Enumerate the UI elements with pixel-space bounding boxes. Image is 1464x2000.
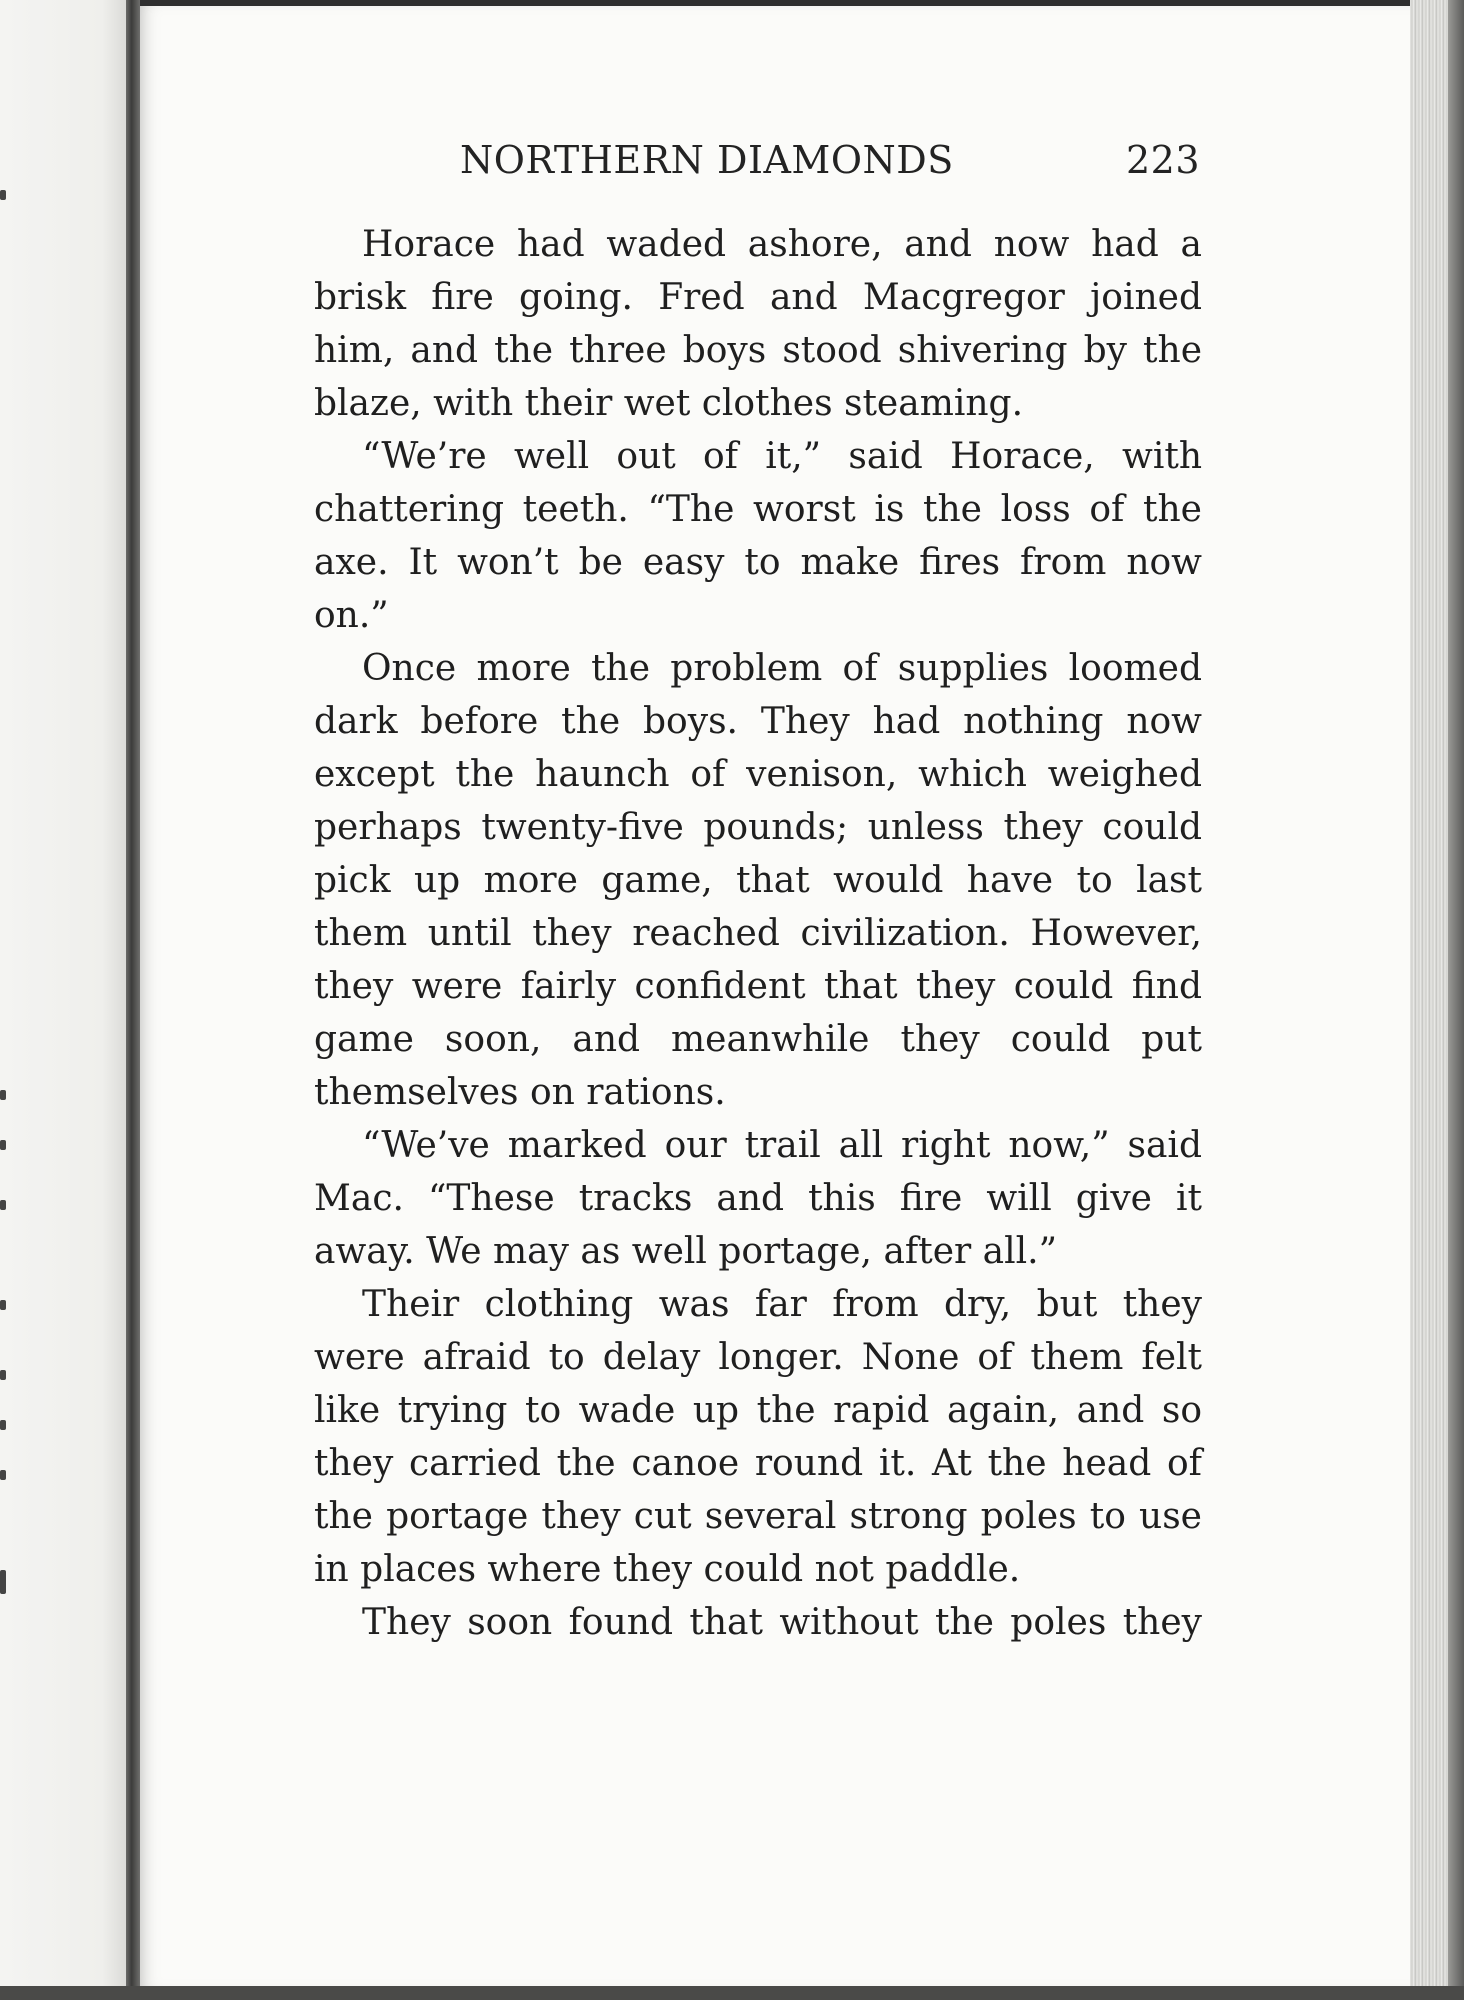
page-edges-shadow [1448, 0, 1464, 2000]
running-head-title: NORTHERN DIAMONDS [460, 138, 954, 182]
paragraph: “We’re well out of it,” said Horace, with chattering teeth. “The worst is the loss of the axe. It won’t be easy to make fires from now on.” [314, 436, 1202, 636]
paragraph: “We’ve marked our trail all right now,” said Mac. “These tracks and this fire will give it away. We may as well portage, after all.” [314, 1125, 1202, 1272]
paragraph-continued: They soon found that without the poles they [362, 1602, 1202, 1643]
paragraph: Horace had waded ashore, and now had a brisk fire going. Fred and Macgregor joined him, and the three boys stood shivering by the blaze, with their wet clothes steaming. [314, 224, 1202, 424]
paragraph: Once more the problem of supplies loomed dark before the boys. They had nothing now except the haunch of venison, which weighed perhaps twenty-five pounds; unless they could pick up more game, that would have to last them until they reached civilization. However, they were fairly confident that they could find game soon, and meanwhile they could put themselves on rations. [314, 648, 1202, 1113]
book-gutter [126, 0, 140, 2000]
body-text [314, 218, 1202, 1649]
facing-page-text-fragments [0, 0, 10, 2000]
running-head [460, 138, 1200, 198]
bottom-shadow [0, 1986, 1464, 2000]
facing-page-edge [0, 0, 128, 2000]
page-number: 223 [1125, 138, 1200, 182]
paragraph: Their clothing was far from dry, but they were afraid to delay longer. None of them felt like trying to wade up the rapid again, and so they carried the canoe round it. At the head of the portage they cut several strong poles to use in places where they could not paddle. [314, 1284, 1202, 1590]
